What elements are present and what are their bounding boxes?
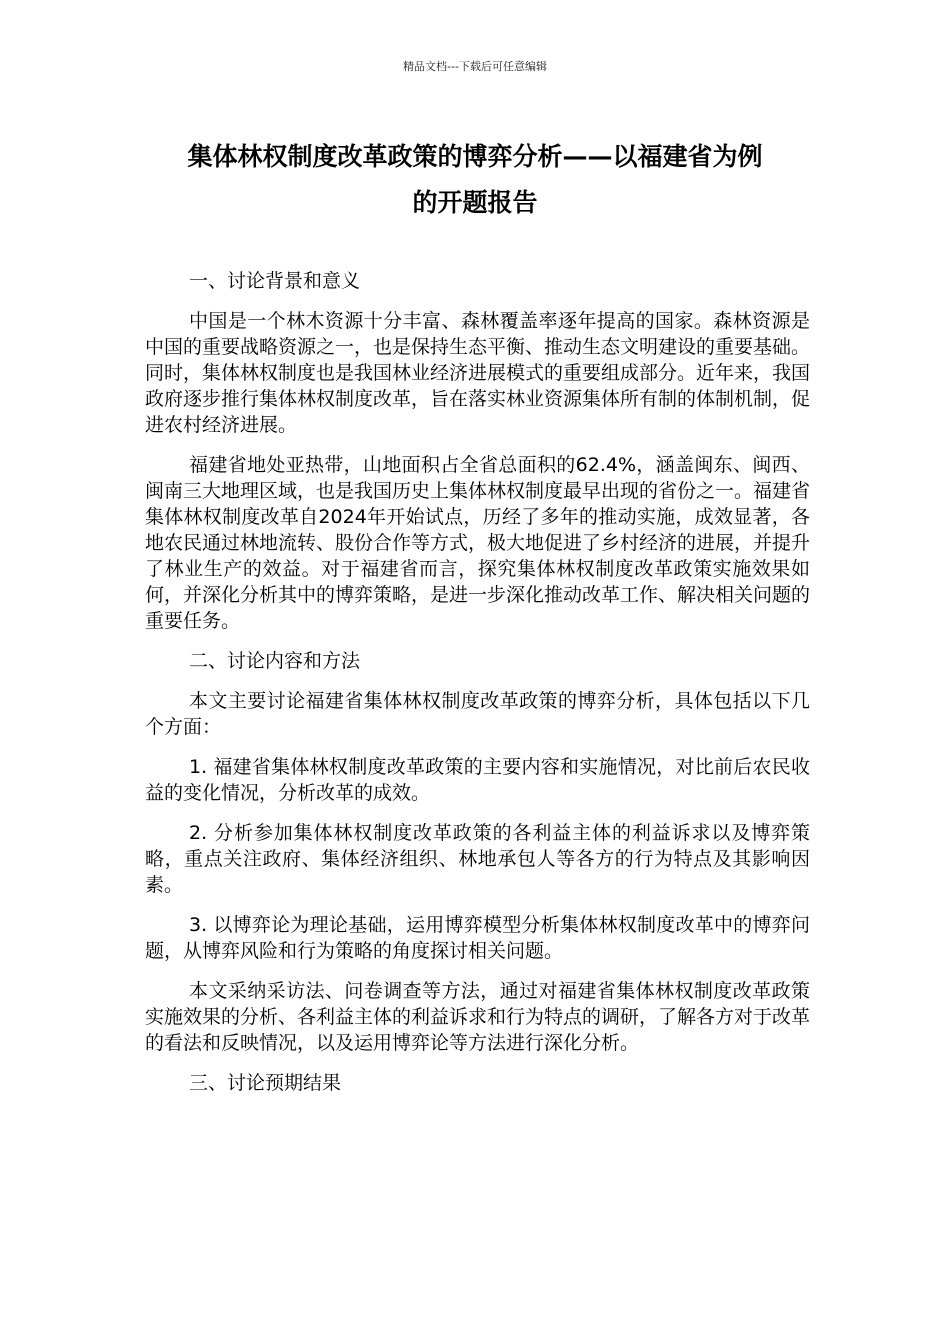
section-heading-1: 一、讨论背景和意义 (189, 270, 361, 292)
paragraph-intro: 本文主要讨论福建省集体林权制度改革政策的博弈分析，具体包括以下几个方面： (145, 690, 810, 738)
paragraph-methods: 本文采纳采访法、问卷调查等方法，通过对福建省集体林权制度改革政策实施效果的分析、各利益主体的利益诉求和行为特点的调研，了解各方对于改革的看法和反映情况，以及运用博弈论等方法进行深化分析。 (145, 980, 811, 1054)
list-item-1: 1. 福建省集体林权制度改革政策的主要内容和实施情况，对比前后农民收益的变化情况，分析改革的成效。 (145, 756, 810, 804)
document-title (120, 134, 830, 226)
section-heading-3: 三、讨论预期结果 (189, 1072, 342, 1094)
title-line-2: 的开题报告 (412, 188, 538, 217)
paragraph-background: 中国是一个林木资源十分丰富、森林覆盖率逐年提高的国家。森林资源是中国的重要战略资源之一，也是保持生态平衡、推动生态文明建设的重要基础。同时，集体林权制度也是我国林业经济进展模式的重要组成部分。近年来，我国政府逐步推行集体林权制度改革，旨在落实林业资源集体所有制的体制机制，促进农村经济进展。 (145, 310, 811, 436)
paragraph-fujian: 福建省地处亚热带，山地面积占全省总面积的62.4%，涵盖闽东、闽西、闽南三大地理区域，也是我国历史上集体林权制度最早出现的省份之一。福建省集体林权制度改革自2024年开始试点，历经了多年的推动实施，成效显著，各地农民通过林地流转、股份合作等方式，极大地促进了乡村经济的进展，并提升了林业生产的效益。对于福建省而言，探究集体林权制度改革政策实施效果如何，并深化分析其中的博弈策略，是进一步深化推动改革工作、解决相关问题的重要任务。 (145, 454, 811, 632)
page-header: 精品文档---下载后可任意编辑 (403, 60, 547, 73)
list-item-2: 2. 分析参加集体林权制度改革政策的各利益主体的利益诉求以及博弈策略，重点关注政府、集体经济组织、林地承包人等各方的行为特点及其影响因素。 (145, 822, 810, 896)
document-body (145, 268, 810, 1110)
title-line-1: 集体林权制度改革政策的博弈分析——以福建省为例 (187, 142, 763, 171)
list-item-3: 3. 以博弈论为理论基础，运用博弈模型分析集体林权制度改革中的博弈问题，从博弈风险和行为策略的角度探讨相关问题。 (145, 914, 810, 962)
section-heading-2: 二、讨论内容和方法 (189, 650, 361, 672)
